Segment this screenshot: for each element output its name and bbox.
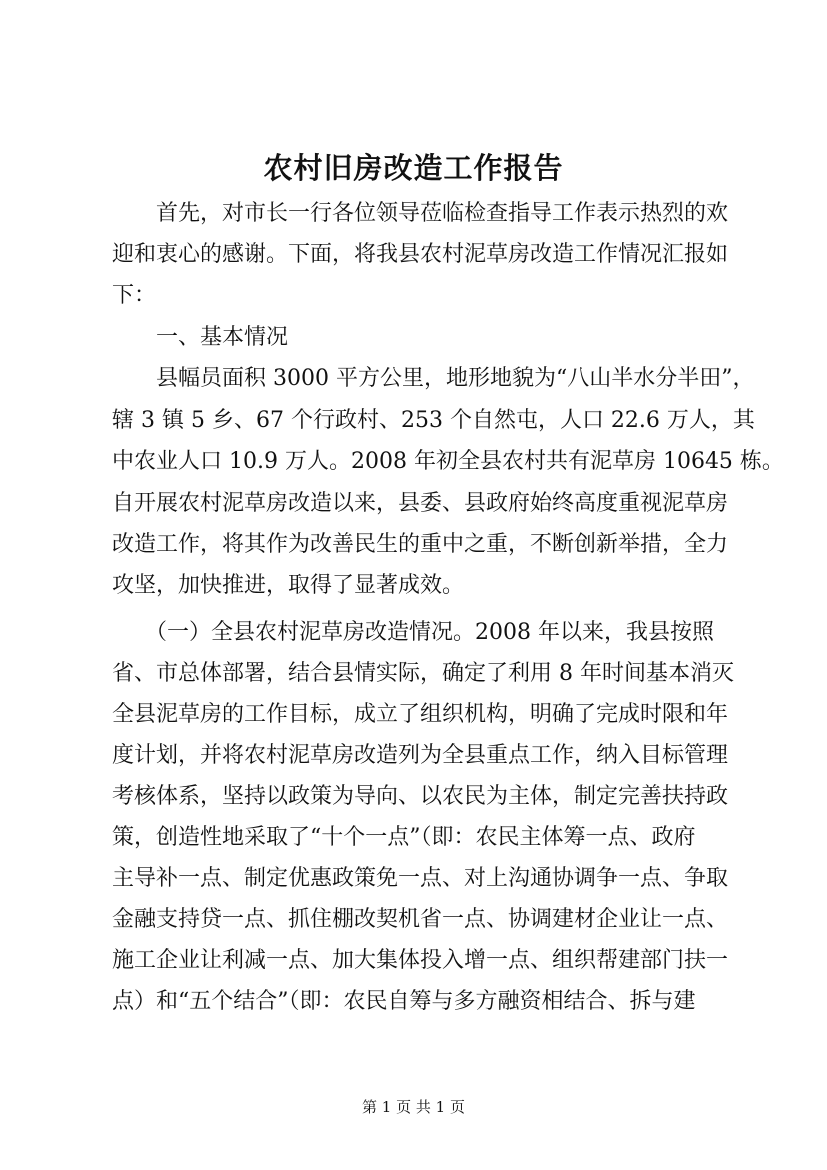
document-title: 农村旧房改造工作报告: [263, 151, 564, 185]
body-line: 自开展农村泥草房改造以来，县委、县政府始终高度重视泥草房: [112, 491, 729, 516]
body-line: 金融支持贷一点、抓住棚改契机省一点、协调建材企业让一点、: [112, 907, 729, 932]
body-line: 首先，对市长一行各位领导莅临检查指导工作表示热烈的欢: [112, 201, 729, 226]
body-line: （一）全县农村泥草房改造情况。2008 年以来，我县按照: [112, 620, 714, 645]
body-line: 改造工作，将其作为改善民生的重中之重，不断创新举措，全力: [112, 532, 729, 557]
body-line: 下：: [112, 283, 157, 308]
body-line: 中农业人口 10.9 万人。2008 年初全县农村共有泥草房 10645 栋。: [112, 449, 784, 474]
body-line: 省、市总体部署，结合县情实际，确定了利用 8 年时间基本消灭: [112, 661, 734, 686]
body-line: 迎和衷心的感谢。下面，将我县农村泥草房改造工作情况汇报如: [112, 242, 729, 267]
section-heading: 一、基本情况: [112, 325, 289, 350]
body-line: 施工企业让利减一点、加大集体投入增一点、组织帮建部门扶一: [112, 948, 729, 973]
body-line: 度计划，并将农村泥草房改造列为全县重点工作，纳入目标管理: [112, 743, 729, 768]
body-line: 攻坚，加快推进，取得了显著成效。: [112, 573, 465, 598]
body-line: 策，创造性地采取了“十个一点”（即：农民主体筹一点、政府: [112, 825, 696, 850]
body-line: 辖 3 镇 5 乡、67 个行政村、253 个自然屯，人口 22.6 万人，其: [112, 408, 755, 433]
body-line: 考核体系，坚持以政策为导向、以农民为主体，制定完善扶持政: [112, 784, 729, 809]
body-line: 点）和“五个结合”（即：农民自筹与多方融资相结合、拆与建: [112, 989, 696, 1014]
body-line: 主导补一点、制定优惠政策免一点、对上沟通协调争一点、争取: [112, 866, 729, 891]
page-footer: 第 1 页 共 1 页: [362, 1098, 465, 1116]
body-line: 县幅员面积 3000 平方公里，地形地貌为“八山半水分半田”，: [112, 366, 755, 391]
body-line: 全县泥草房的工作目标，成立了组织机构，明确了完成时限和年: [112, 702, 729, 727]
